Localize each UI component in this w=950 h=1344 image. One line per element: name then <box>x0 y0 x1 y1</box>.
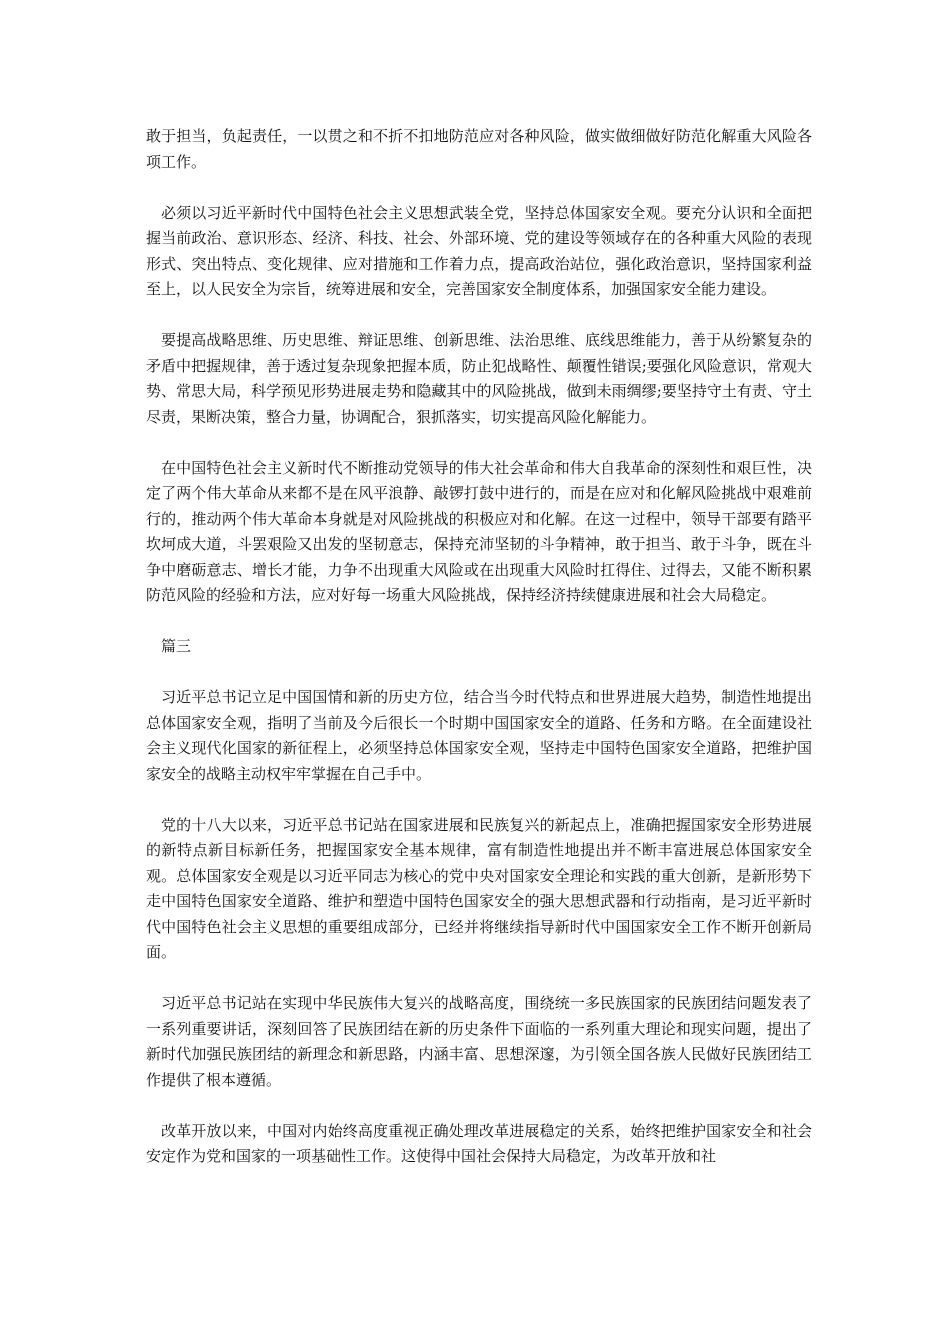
paragraph-7: 习近平总书记站在实现中华民族伟大复兴的战略高度，围绕统一多民族国家的民族团结问题发表了一系列重要讲话，深刻回答了民族团结在新的历史条件下面临的一系列重大理论和现实问题，提出了新时代加强民族团结的新理念和新思路，内涵丰富、思想深邃，为引领全国各族人民做好民族团结工作提供了根本遵循。 <box>146 994 812 1089</box>
paragraph-4: 在中国特色社会主义新时代不断推动党领导的伟大社会革命和伟大自我革命的深刻性和艰巨性，决定了两个伟大革命从来都不是在风平浪静、敲锣打鼓中进行的，而是在应对和化解风险挑战中艰难前行的，推动两个伟大革命本身就是对风险挑战的积极应对和化解。在这一过程中，领导干部要有踏平坎坷成大道，斗罢艰险又出发的坚韧意志，保持充沛坚韧的斗争精神，敢于担当、敢于斗争，既在斗争中磨砺意志、增长才能，力争不出现重大风险或在出现重大风险时扛得住、过得去，又能不断积累防范风险的经验和方法，应对好每一场重大风险挑战，保持经济持续健康进展和社会大局稳定。 <box>146 458 812 604</box>
paragraph-6: 党的十八大以来，习近平总书记站在国家进展和民族复兴的新起点上，准确把握国家安全形势进展的新特点新目标新任务，把握国家安全基本规律，富有制造性地提出并不断丰富进展总体国家安全观。总体国家安全观是以习近平同志为核心的党中央对国家安全理论和实践的重大创新，是新形势下走中国特色国家安全道路、维护和塑造中国特色国家安全的强大思想武器和行动指南，是习近平新时代中国特色社会主义思想的重要组成部分，已经并将继续指导新时代中国国家安全工作不断开创新局面。 <box>146 815 812 961</box>
section-heading: 篇三 <box>161 637 192 655</box>
paragraph-5: 习近平总书记立足中国国情和新的历史方位，结合当今时代特点和世界进展大趋势，制造性地提出总体国家安全观，指明了当前及今后很长一个时期中国国家安全的道路、任务和方略。在全面建设社会主义现代化国家的新征程上，必须坚持总体国家安全观，坚持走中国特色国家安全道路，把维护国家安全的战略主动权牢牢掌握在自己手中。 <box>146 688 812 783</box>
paragraph-2: 必须以习近平新时代中国特色社会主义思想武装全党，坚持总体国家安全观。要充分认识和全面把握当前政治、意识形态、经济、科技、社会、外部环境、党的建设等领域存在的各种重大风险的表现形式、突出特点、变化规律、应对措施和工作着力点，提高政治站位，强化政治意识，坚持国家利益至上，以人民安全为宗旨，统筹进展和安全，完善国家安全制度体系，加强国家安全能力建设。 <box>146 203 812 298</box>
paragraph-8: 改革开放以来，中国对内始终高度重视正确处理改革进展稳定的关系，始终把维护国家安全和社会安定作为党和国家的一项基础性工作。这使得中国社会保持大局稳定，为改革开放和社 <box>146 1121 812 1165</box>
paragraph-1: 敢于担当，负起责任，一以贯之和不折不扣地防范应对各种风险，做实做细做好防范化解重大风险各项工作。 <box>146 127 812 171</box>
document-body <box>146 124 812 1195</box>
paragraph-3: 要提高战略思维、历史思维、辩证思维、创新思维、法治思维、底线思维能力，善于从纷繁复杂的矛盾中把握规律，善于透过复杂现象把握本质，防止犯战略性、颠覆性错误;要强化风险意识，常观大势、常思大局，科学预见形势进展走势和隐藏其中的风险挑战，做到未雨绸缪;要坚持守土有责、守土尽责，果断决策，整合力量，协调配合，狠抓落实，切实提高风险化解能力。 <box>146 331 812 426</box>
